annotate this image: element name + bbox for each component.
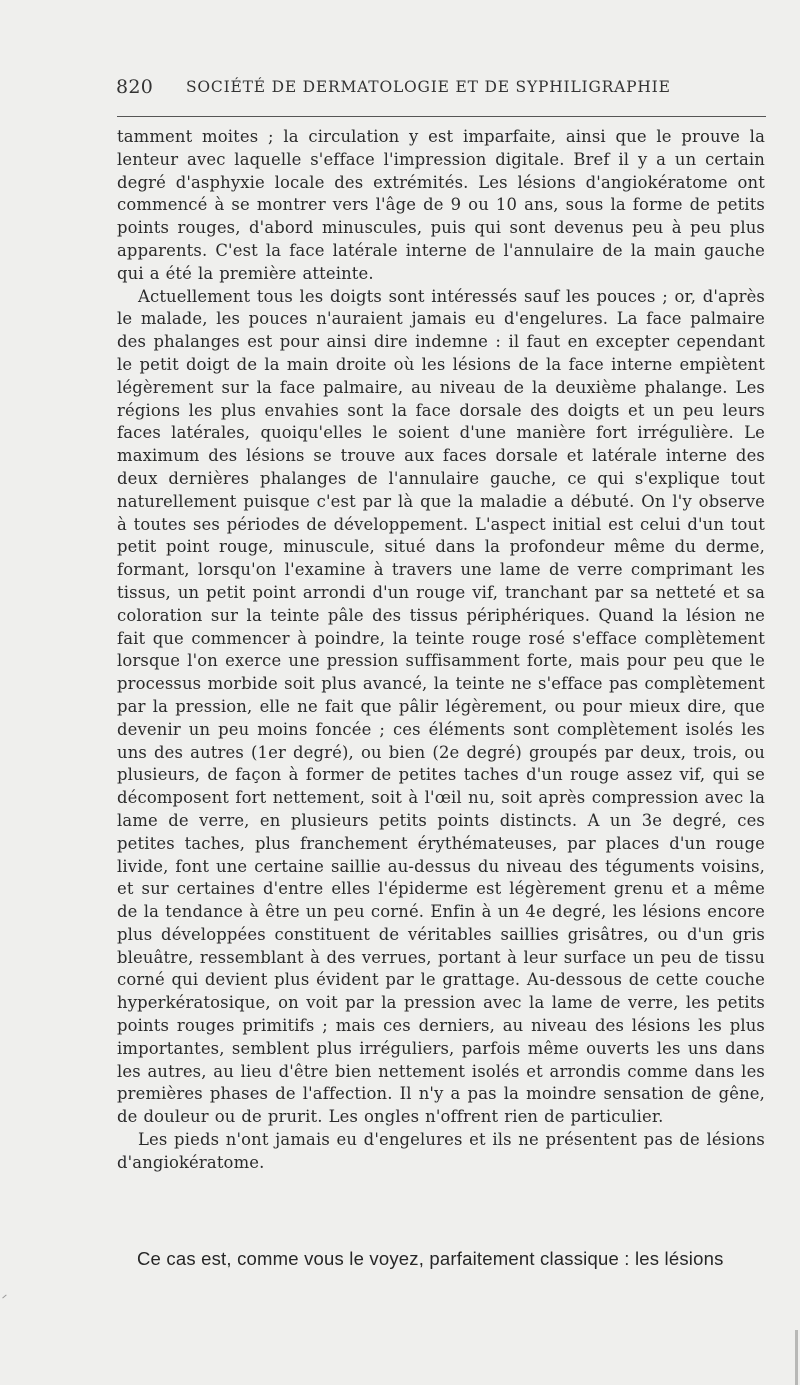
paragraph-feet: Les pieds n'ont jamais eu d'engelures et ils ne présentent pas de lésions d'angiokératome. bbox=[117, 1130, 765, 1172]
final-line: Ce cas est, comme vous le voyez, parfaitement classique : les lésions bbox=[137, 1248, 724, 1269]
running-title: SOCIÉTÉ DE DERMATOLOGIE ET DE SYPHILIGRAPHIE bbox=[186, 78, 671, 96]
paragraph-continued: tamment moites ; la circulation y est imparfaite, ainsi que le prouve la lenteur avec laquelle s'efface l'impression digitale. Bref il y a un certain degré d'asphyxie locale des extrémités. Les lésions d'angiokératome ont commencé à se montrer vers l'âge de 9 ou 10 ans, sous la forme de petits points rouges, d'abord minuscules, puis qui sont devenus peu à peu plus apparents. C'est la face latérale interne de l'annulaire de la main gauche qui a été la première atteinte. bbox=[117, 127, 765, 283]
running-head bbox=[116, 76, 766, 102]
paragraph-lesions: Actuellement tous les doigts sont intéressés sauf les pouces ; or, d'après le malade, les pouces n'auraient jamais eu d'engelures. La face palmaire des phalanges est pour ainsi dire indemne : il faut en excepter cependant le petit doigt de la main droite où les lésions de la face interne empiètent légèrement sur la face palmaire, au niveau de la deuxième phalange. Les régions les plus envahies sont la face dorsale des doigts et un peu leurs faces latérales, quoiqu'elles le soient d'une manière fort irrégulière. Le maximum des lésions se trouve aux faces dorsale et latérale interne des deux dernières phalanges de l'annulaire gauche, ce qui s'explique tout naturellement puisque c'est par là que la maladie a débuté. On l'y observe à toutes ses périodes de développement. L'aspect initial est celui d'un tout petit point rouge, minuscule, situé dans la profondeur même du derme, formant, lorsqu'on l'examine à travers une lame de verre comprimant les tissus, un petit point arrondi d'un rouge vif, tranchant par sa netteté et sa coloration sur la teinte pâle des tissus périphériques. Quand la lésion ne fait que commencer à poindre, la teinte rouge rosé s'efface complètement lorsque l'on exerce une pression suffisamment forte, mais pour peu que le processus morbide soit plus avancé, la teinte ne s'efface pas complètement par la pression, elle ne fait que pâlir légèrement, ou pour mieux dire, que devenir un peu moins foncée ; ces éléments sont complètement isolés les uns des autres (1er degré), ou bien (2e degré) groupés par deux, trois, ou plusieurs, de façon à former de petites taches d'un rouge assez vif, qui se décomposent fort nettement, soit à l'œil nu, soit après compression avec la lame de verre, en plusieurs petits points distincts. A un 3e degré, ces petites taches, plus franchement érythémateuses, par places d'un rouge livide, font une certaine saillie au-dessus du niveau des téguments voisins, et sur certaines d'entre elles l'épiderme est légèrement grenu et a même de la tendance à être un peu corné. Enfin à un 4e degré, les lésions encore plus développées constituent de véritables saillies grisâtres, ou d'un gris bleuâtre, ressemblant à des verrues, portant à leur surface un peu de tissu corné qui devient plus évident par le grattage. Au-dessous de cette couche hyperkératosique, on voit par la pression avec la lame de verre, les petits points rouges primitifs ; mais ces derniers, au niveau des lésions les plus importantes, semblent plus irréguliers, parfois même ouverts les uns dans les autres, au lieu d'être bien nettement isolés et arrondis comme dans les premières phases de l'affection. Il n'y a pas la moindre sensation de gêne, de douleur ou de prurit. Les ongles n'offrent rien de particulier. bbox=[117, 286, 765, 1127]
edge-mark bbox=[795, 1330, 798, 1385]
margin-mark bbox=[2, 1295, 7, 1299]
body-text bbox=[117, 126, 765, 1175]
header-rule bbox=[117, 116, 766, 117]
page-number: 820 bbox=[116, 76, 154, 98]
